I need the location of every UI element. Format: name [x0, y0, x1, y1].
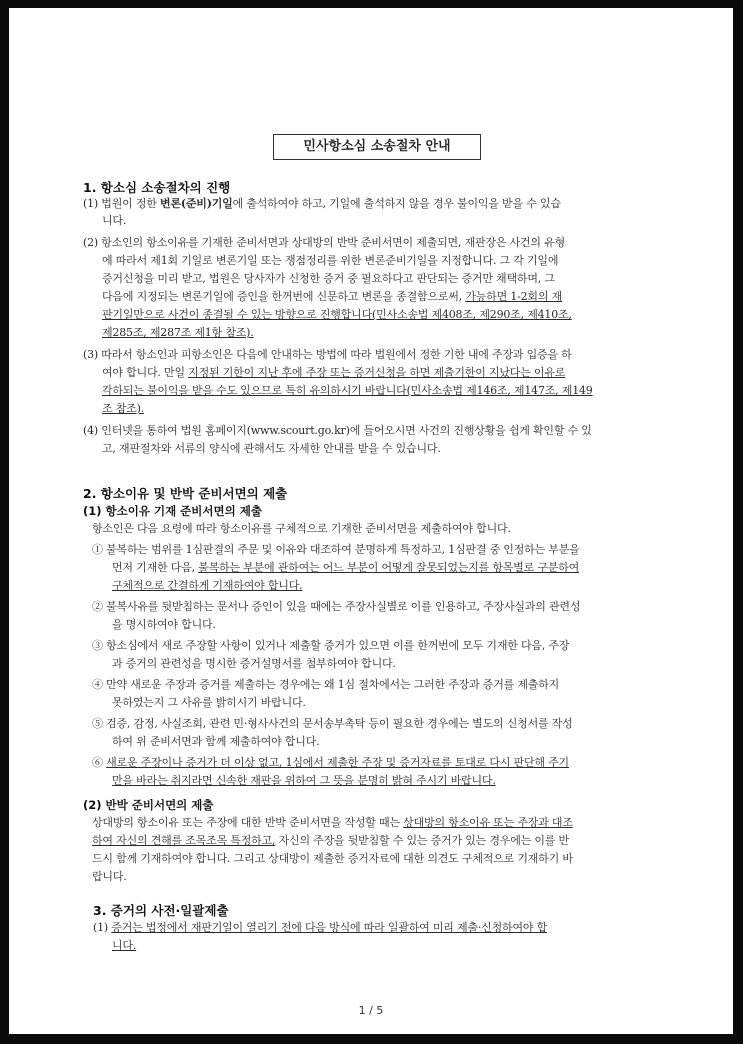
- s1-p3-line: 조 참조).: [102, 402, 144, 415]
- s2-item-line: 과 증거의 관련성을 명시한 증거설명서를 첨부하여야 합니다.: [112, 657, 396, 670]
- page-number: 1 / 5: [358, 1004, 384, 1017]
- s1-p3-line: 여야 합니다. 만일 지정된 기한이 지난 후에 주장 또는 증거신청을 하면 제출기한이 지났다는 이유로: [102, 366, 566, 379]
- s1-p2-line: 에 따라서 제1회 기일로 변론기일 또는 쟁점정리를 위한 변론준비기일을 지정합니다. 그 각 기일에: [102, 254, 559, 267]
- s2-reply-line: 랍니다.: [92, 870, 127, 883]
- s1-p3-line: 각하되는 불이익을 받을 수도 있으므로 특히 유의하시기 바랍니다(민사소송법 제146조, 제147조, 제149: [102, 384, 593, 397]
- s2-item-line: ⑤ 검증, 감정, 사실조회, 관련 민·형사사건의 문서송부촉탁 등이 필요한 경우에는 별도의 신청서를 작성: [92, 717, 573, 730]
- s2-item-line: ① 불복하는 범위를 1심판결의 주문 및 이유와 대조하여 분명하게 특정하고, 1심판결 중 인정하는 부분을: [92, 543, 580, 556]
- s1-p2-line: 제285조, 제287조 제1항 참조).: [102, 326, 254, 339]
- section-1-heading: 1. 항소심 소송절차의 진행: [83, 180, 231, 195]
- s2-intro: 항소인은 다음 요령에 따라 항소이유를 구체적으로 기재한 준비서면을 제출하여야 합니다.: [92, 522, 511, 535]
- s3-p1-line: (1) 증거는 법정에서 재판기일이 열리기 전에 다음 방식에 따라 일괄하여 미리 제출·신청하여야 합: [93, 921, 548, 934]
- document-page: [9, 8, 733, 1034]
- s1-p2-line: 증거신청을 미리 받고, 법원은 당사자가 신청한 증거 중 필요하다고 판단되는 증거만 채택하며, 그: [102, 272, 555, 285]
- s2-item-line: 못하였는지 그 사유를 밝히시기 바랍니다.: [112, 696, 306, 709]
- s3-p1-line: 니다.: [112, 939, 137, 952]
- s2-item-line: ⑥ 새로운 주장이나 증거가 더 이상 없고, 1심에서 제출한 주장 및 증거자료를 토대로 다시 판단해 주기: [92, 756, 569, 769]
- s2-item-line: ③ 항소심에서 새로 주장할 사항이 있거나 제출할 증거가 있으면 이를 한꺼번에 모두 기재한 다음, 주장: [92, 639, 570, 652]
- section-2-heading: 2. 항소이유 및 반박 준비서면의 제출: [83, 486, 288, 501]
- s1-p3-line: (3) 따라서 항소인과 피항소인은 다음에 안내하는 방법에 따라 법원에서 정한 기한 내에 주장과 입증을 하: [83, 348, 572, 361]
- s2-reply-line: 상대방의 항소이유 또는 주장에 대한 반박 준비서면을 작성할 때는 상대방의 항소이유 또는 주장과 대조: [92, 816, 573, 829]
- s1-p4-line: 고, 재판절차와 서류의 양식에 관해서도 자세한 안내를 받을 수 있습니다.: [102, 442, 441, 455]
- s1-p4-line: (4) 인터넷을 통하여 법원 홈페이지(www.scourt.go.kr)에 들어오시면 사건의 진행상황을 쉽게 확인할 수 있: [83, 424, 592, 437]
- s2-item-line: ④ 만약 새로운 주장과 증거를 제출하는 경우에는 왜 1심 절차에서는 그러한 주장과 증거를 제출하지: [92, 678, 560, 691]
- page-title: 민사항소심 소송절차 안내: [273, 134, 481, 160]
- s2-reply-line: 하여 자신의 견해를 조목조목 특정하고, 자신의 주장을 뒷받침할 수 있는 증거가 있는 경우에는 이를 반: [92, 834, 569, 847]
- s2-item-line: 먼저 기재한 다음, 불복하는 부분에 관하여는 어느 부분이 어떻게 잘못되었는지를 항목별로 구분하여: [112, 561, 580, 574]
- s2-reply-line: 드시 함께 기재하여야 합니다. 그리고 상대방이 제출한 증거자료에 대한 의견도 구체적으로 기재하기 바: [92, 852, 573, 865]
- s2-item-line: ② 불복사유를 뒷받침하는 문서나 증인이 있을 때에는 주장사실별로 이를 인용하고, 주장사실과의 관련성: [92, 600, 581, 613]
- s1-p2-line: 다음에 지정되는 변론기일에 증인을 한꺼번에 신문하고 변론을 종결함으로써, 가능하면 1-2회의 재: [102, 290, 563, 303]
- section-3-heading: 3. 증거의 사전·일괄제출: [93, 903, 229, 918]
- s2-item-line: 하여 위 준비서면과 함께 제출하여야 합니다.: [112, 735, 320, 748]
- s2-item-line: 을 명시하여야 합니다.: [112, 618, 216, 631]
- s2-subheading: (2) 반박 준비서면의 제출: [83, 798, 214, 812]
- s2-item-line: 만을 바라는 취지라면 신속한 재판을 위하여 그 뜻을 분명히 밝혀 주시기 바랍니다.: [112, 774, 496, 787]
- s1-p1-line: (1) 법원이 정한 변론(준비)기일에 출석하여야 하고, 기일에 출석하지 않을 경우 불이익을 받을 수 있습: [83, 197, 561, 210]
- s2-subheading: (1) 항소이유 기재 준비서면의 제출: [83, 504, 262, 518]
- s1-p1-line: 니다.: [102, 214, 127, 227]
- s1-p2-line: 판기일만으로 사건이 종결될 수 있는 방향으로 진행합니다(민사소송법 제408조, 제290조, 제410조,: [102, 308, 572, 321]
- s2-item-line: 구체적으로 간결하게 기재하여야 합니다.: [112, 579, 303, 592]
- s1-p2-line: (2) 항소인의 항소이유를 기재한 준비서면과 상대방의 반박 준비서면이 제출되면, 재판장은 사건의 유형: [83, 236, 566, 249]
